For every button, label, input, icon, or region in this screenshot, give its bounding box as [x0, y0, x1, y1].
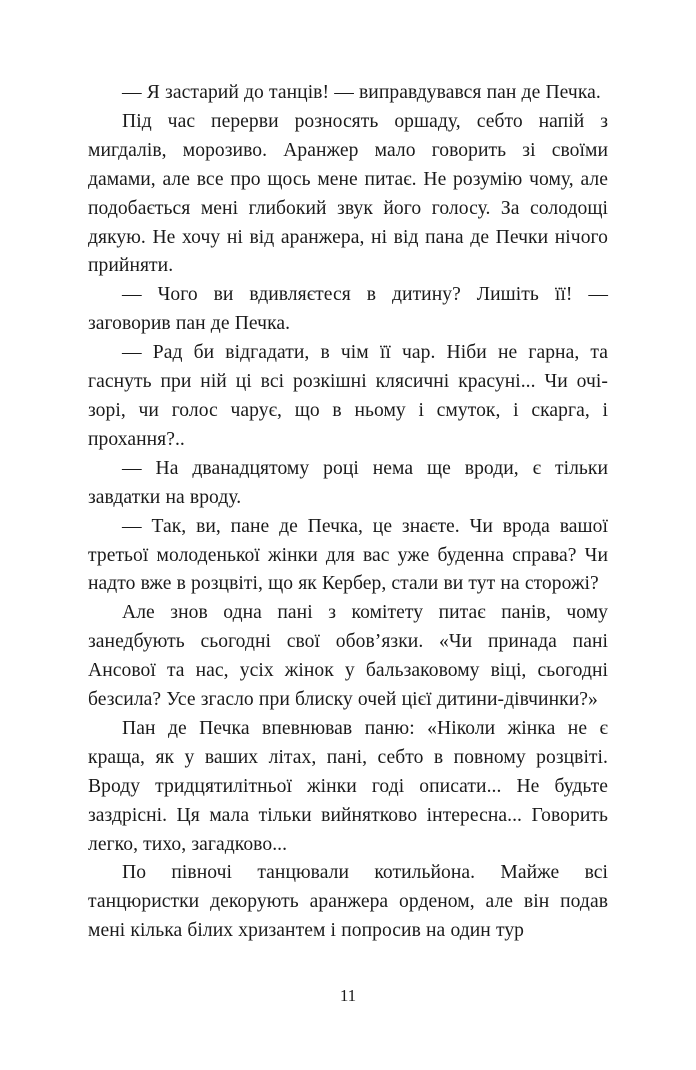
- page-number: 11: [339, 986, 357, 1005]
- paragraph: — Рад би відгадати, в чім її чар. Ніби не гарна, та гаснуть при ній ці всі розкішні клясичні красуні... Чи очі-зорі, чи голос чарує, що в ньому і смуток, і скарга, і прохання?..: [88, 342, 608, 450]
- paragraph: — Я застарий до танців! — виправдувався пан де Печка.: [122, 82, 601, 103]
- page-text-block: [88, 79, 608, 946]
- paragraph: — Чого ви вдивляєтеся в дитину? Лишіть її! — заговорив пан де Печка.: [88, 284, 608, 335]
- paragraph: Але знов одна пані з комітету питає панів, чому занедбують сьогодні свої обов’язки. «Чи принада пані Ансової та нас, усіх жінок у бальзаковому віці, сьогодні безсила? Усе згасло при блиску очей цієї дитини-дівчинки?»: [88, 602, 608, 711]
- paragraph: — На дванадцятому році нема ще вроди, є тільки завдатки на вроду.: [88, 457, 608, 508]
- paragraph: Під час перерви розносять оршаду, себто напій з мигдалів, морозиво. Аранжер мало говорить зі своїми дамами, але все про щось мене питає. Не розумію чому, але подобається мені глибокий звук його голосу. За солодощі дякую. Не хочу ні від аранжера, ні від пана де Печки нічого прийняти.: [88, 110, 608, 277]
- paragraph: Пан де Печка впевнював паню: «Ніколи жінка не є краща, як у ваших літах, пані, себто в повному розцвіті. Вроду тридцятилітньої жінки годі описати... Не будьте заздрісні. Ця мала тільки вийнятково інтересна... Говорить легко, тихо, загадково...: [88, 717, 608, 855]
- paragraph: — Так, ви, пане де Печка, це знаєте. Чи врода вашої третьої молоденької жінки для вас уже буденна справа? Чи надто вже в розцвіті, що як Кербер, стали ви тут на сторожі?: [88, 515, 608, 595]
- paragraph: По півночі танцювали котильйона. Майже всі танцюристки декорують аранжера орденом, але він подав мені кілька білих хризантем і попросив на один тур: [88, 862, 608, 942]
